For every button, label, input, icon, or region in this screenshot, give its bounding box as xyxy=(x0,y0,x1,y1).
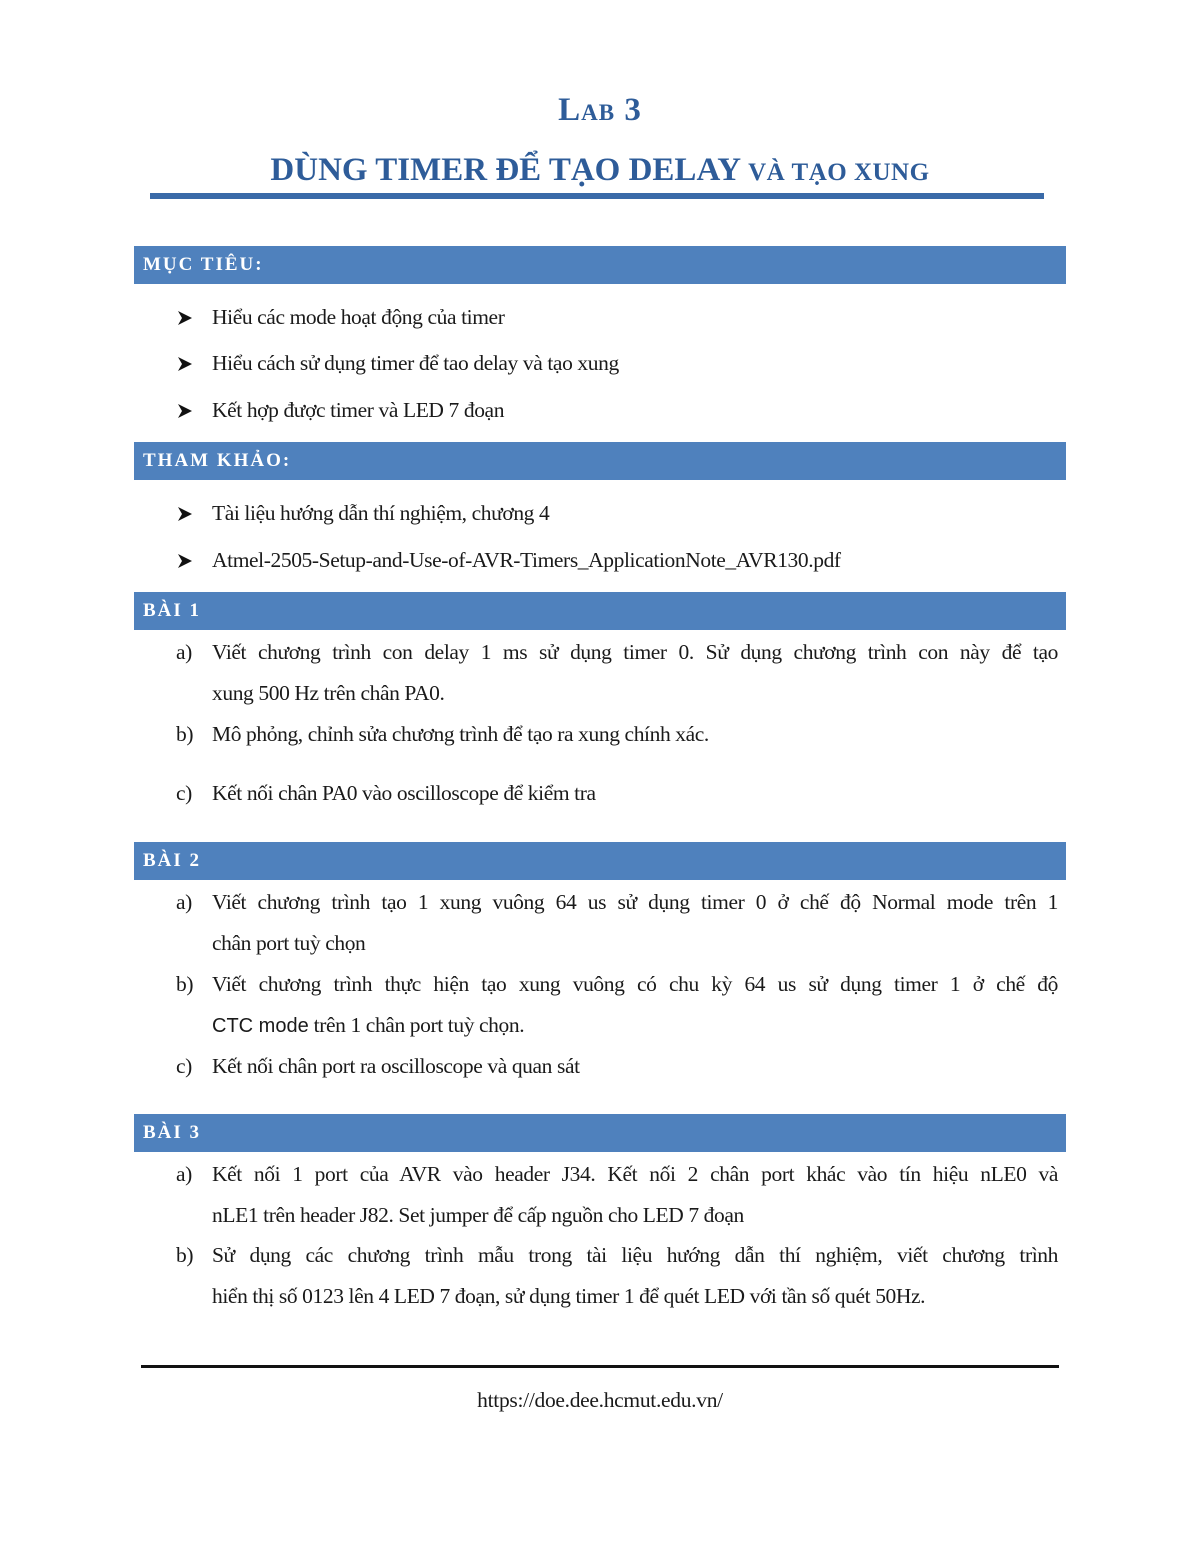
item-text-line: Kết nối chân port ra oscilloscope và quan sát xyxy=(212,1054,580,1078)
item-text-line: Kết nối chân PA0 vào oscilloscope để kiểm tra xyxy=(212,781,596,805)
item-text-line: Mô phỏng, chỉnh sửa chương trình để tạo ra xung chính xác. xyxy=(212,722,709,746)
item-text-line: CTC mode trên 1 chân port tuỳ chọn. xyxy=(212,1013,525,1037)
main-title xyxy=(0,152,1200,189)
objective-item: Kết hợp được timer và LED 7 đoạn xyxy=(176,395,504,425)
item-text-line: xung 500 Hz trên chân PA0. xyxy=(212,681,445,705)
objective-item: Hiểu các mode hoạt động của timer xyxy=(176,302,504,332)
item-text-line: Sử dụng các chương trình mẫu trong tài liệu hướng dẫn thí nghiệm, viết chương trình xyxy=(212,1243,1058,1267)
ctc-mode-term: CTC mode xyxy=(212,1015,309,1037)
section-header-objectives: MỤC TIÊU: xyxy=(134,246,1066,284)
arrowhead-bullet-icon xyxy=(176,395,212,425)
item-marker: a) xyxy=(176,640,192,664)
section-header-bai2: BÀI 2 xyxy=(134,842,1066,880)
arrowhead-bullet-icon xyxy=(176,302,212,332)
item-marker: c) xyxy=(176,781,192,805)
item-marker: a) xyxy=(176,1162,192,1186)
item-text-line: nLE1 trên header J82. Set jumper để cấp nguồn cho LED 7 đoạn xyxy=(212,1203,744,1227)
title-underline xyxy=(150,193,1044,199)
objective-item: Hiểu cách sử dụng timer để tao delay và tạo xung xyxy=(176,348,619,378)
main-title-tail: VÀ TẠO XUNG xyxy=(748,159,930,186)
footer-divider xyxy=(141,1365,1059,1368)
section-header-bai3: BÀI 3 xyxy=(134,1114,1066,1152)
item-marker: a) xyxy=(176,890,192,914)
item-marker: c) xyxy=(176,1054,192,1078)
reference-item: Tài liệu hướng dẫn thí nghiệm, chương 4 xyxy=(176,498,549,528)
item-text-line: Viết chương trình tạo 1 xung vuông 64 us sử dụng timer 0 ở chế độ Normal mode trên 1 xyxy=(212,890,1058,914)
item-marker: b) xyxy=(176,1243,194,1267)
arrowhead-bullet-icon xyxy=(176,348,212,378)
section-header-references: THAM KHẢO: xyxy=(134,442,1066,480)
footer-url-link[interactable]: https://doe.dee.hcmut.edu.vn/ xyxy=(477,1388,723,1412)
section-header-bai1: BÀI 1 xyxy=(134,592,1066,630)
main-title-primary: DÙNG TIMER ĐỂ TẠO DELAY xyxy=(270,152,740,188)
lab-title: Lab 3 xyxy=(558,92,642,128)
item-text-line: Viết chương trình con delay 1 ms sử dụng timer 0. Sử dụng chương trình con này để tạo xyxy=(212,640,1058,664)
item-marker: b) xyxy=(176,972,194,996)
reference-item: Atmel-2505-Setup-and-Use-of-AVR-Timers_ApplicationNote_AVR130.pdf xyxy=(176,545,841,575)
arrowhead-bullet-icon xyxy=(176,545,212,575)
item-text-line: hiển thị số 0123 lên 4 LED 7 đoạn, sử dụng timer 1 để quét LED với tần số quét 50Hz. xyxy=(212,1284,926,1308)
item-text-line: Viết chương trình thực hiện tạo xung vuông có chu kỳ 64 us sử dụng timer 1 ở chế độ xyxy=(212,972,1058,996)
item-text-line: Kết nối 1 port của AVR vào header J34. Kết nối 2 chân port khác vào tín hiệu nLE0 và xyxy=(212,1162,1058,1186)
arrowhead-bullet-icon xyxy=(176,498,212,528)
item-marker: b) xyxy=(176,722,194,746)
item-text-line: chân port tuỳ chọn xyxy=(212,931,366,955)
